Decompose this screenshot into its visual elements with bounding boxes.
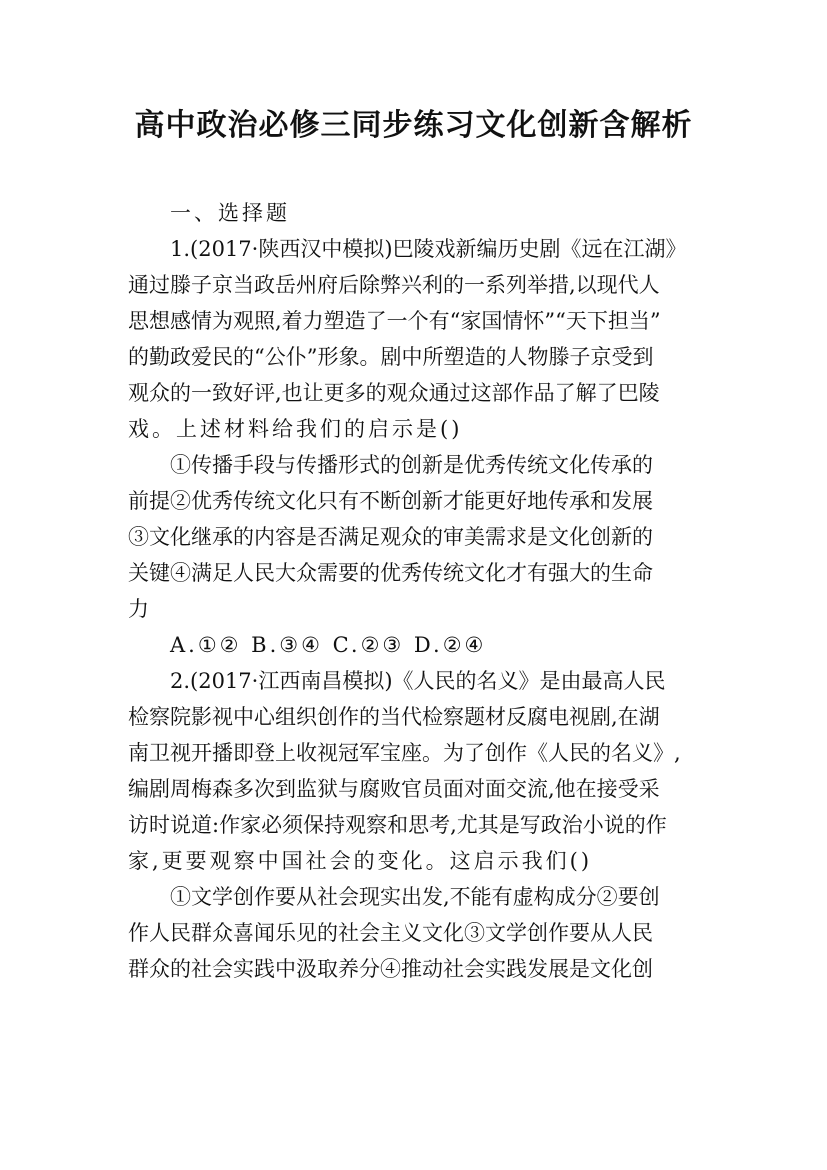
question-1 xyxy=(128,231,704,663)
q2-line-2: 检察院影视中心组织创作的当代检察题材反腐电视剧,在湖 xyxy=(128,705,660,729)
q2-line-3: 南卫视开播即登上收视冠军宝座。为了创作《人民的名义》, xyxy=(128,741,681,765)
q2-statement-1: ①文学创作要从社会现实出发,不能有虚构成分②要创 xyxy=(170,885,660,909)
question-2 xyxy=(128,663,704,987)
q2-line-6: 家,更要观察中国社会的变化。这启示我们() xyxy=(128,849,593,873)
q1-line-4: 的勤政爱民的“公仆”形象。剧中所塑造的人物滕子京受到 xyxy=(128,345,654,369)
document-body xyxy=(128,195,704,987)
section-heading: 一、选择题 xyxy=(170,201,290,225)
q1-statement-1: ①传播手段与传播形式的创新是优秀传统文化传承的 xyxy=(170,453,653,477)
q1-line-3: 思想感情为观照,着力塑造了一个有“家国情怀”“天下担当” xyxy=(128,309,661,333)
q2-line-5: 访时说道:作家必须保持观察和思考,尤其是写政治小说的作 xyxy=(128,813,667,837)
q1-statement-3: ③文化继承的内容是否满足观众的审美需求是文化创新的 xyxy=(128,525,653,549)
q1-options: A.①② B.③④ C.②③ D.②④ xyxy=(170,633,487,657)
q2-line-1: 2.(2017·江西南昌模拟)《人民的名义》是由最高人民 xyxy=(170,669,666,693)
q1-line-6: 戏。上述材料给我们的启示是() xyxy=(128,417,463,441)
q1-statement-2: 前提②优秀传统文化只有不断创新才能更好地传承和发展 xyxy=(128,489,653,513)
q1-line-2: 通过滕子京当政岳州府后除弊兴利的一系列举措,以现代人 xyxy=(128,273,660,297)
q1-line-1: 1.(2017·陕西汉中模拟)巴陵戏新编历史剧《远在江湖》 xyxy=(170,237,687,261)
q2-line-4: 编剧周梅森多次到监狱与腐败官员面对面交流,他在接受采 xyxy=(128,777,660,801)
q2-statement-2: 作人民群众喜闻乐见的社会主义文化③文学创作要从人民 xyxy=(128,921,653,945)
q1-line-5: 观众的一致好评,也让更多的观众通过这部作品了解了巴陵 xyxy=(128,381,660,405)
q1-statement-5: 力 xyxy=(128,597,152,621)
q1-statement-4: 关键④满足人民大众需要的优秀传统文化才有强大的生命 xyxy=(128,561,653,585)
page-title: 高中政治必修三同步练习文化创新含解析 xyxy=(134,108,693,143)
q2-statement-3: 群众的社会实践中汲取养分④推动社会实践发展是文化创 xyxy=(128,957,653,981)
